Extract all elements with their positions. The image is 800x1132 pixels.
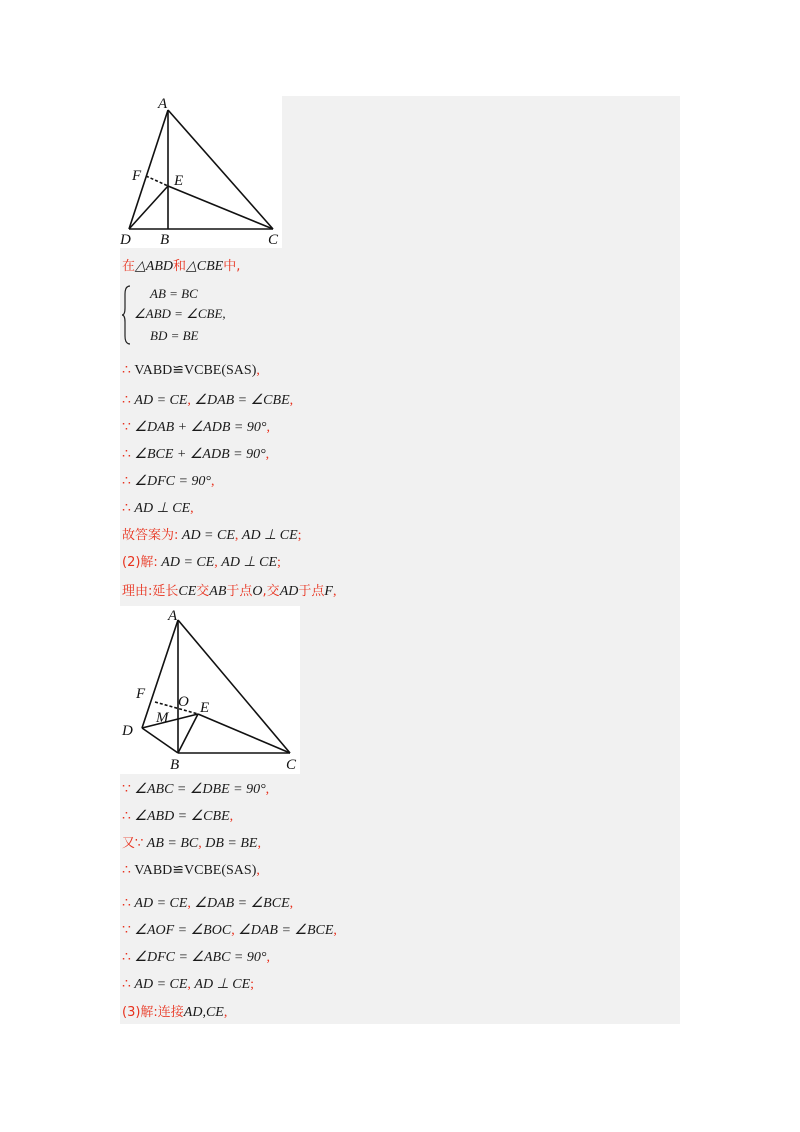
- segment-DB: [142, 728, 178, 753]
- label-F: F: [132, 168, 142, 184]
- label-B: B: [160, 232, 170, 248]
- label-M: M: [156, 710, 169, 726]
- segment-AC: [178, 620, 290, 753]
- line-answer: 故答案为: AD = CE, AD ⊥ CE;: [122, 528, 302, 543]
- label-A: A: [168, 608, 178, 624]
- line-also: 又∵ AB = BC, DB = BE,: [122, 836, 261, 851]
- line-abd-cbe: ∴ ∠ABD = ∠CBE,: [122, 809, 234, 824]
- line-dfc-90: ∴ ∠DFC = 90°,: [122, 474, 215, 489]
- equation-system: [122, 284, 242, 346]
- segment-BE: [178, 714, 198, 753]
- label-D: D: [122, 723, 133, 739]
- label-C: C: [268, 232, 279, 248]
- geometry-figure-1: [120, 96, 282, 248]
- label-B: B: [170, 757, 180, 773]
- line-vertical-angles: ∵ ∠AOF = ∠BOC, ∠DAB = ∠BCE,: [122, 923, 337, 938]
- system-row-1: AB = BC: [150, 286, 198, 301]
- line-part-2: (2)解: AD = CE, AD ⊥ CE;: [122, 555, 281, 570]
- line-angle-sum-1: ∵ ∠DAB + ∠ADB = 90°,: [122, 420, 270, 435]
- label-D: D: [120, 232, 131, 248]
- line-ad-ce-1: ∴ AD = CE, ∠DAB = ∠CBE,: [122, 393, 294, 408]
- geometry-figure-2: [120, 606, 300, 774]
- system-row-3: BD = BE: [150, 328, 199, 343]
- line-dfc-abc: ∴ ∠DFC = ∠ABC = 90°,: [122, 950, 270, 965]
- line-angle-sum-2: ∴ ∠BCE + ∠ADB = 90°,: [122, 447, 270, 462]
- label-A: A: [158, 96, 168, 112]
- line-ad-ce-2: ∴ AD = CE, ∠DAB = ∠BCE,: [122, 896, 294, 911]
- segment-DE: [129, 186, 168, 229]
- system-row-2: ∠ABD = ∠CBE,: [134, 306, 226, 321]
- segment-DE: [142, 714, 198, 728]
- segment-AC: [168, 110, 273, 229]
- label-C: C: [286, 757, 297, 773]
- line-part-3: (3)解:连接AD,CE,: [122, 1005, 228, 1020]
- line-reason: 理由:延长CE交AB于点O,交AD于点F,: [122, 584, 337, 599]
- label-E: E: [174, 173, 184, 189]
- line-conclusion-2: ∴ AD = CE, AD ⊥ CE;: [122, 977, 255, 992]
- label-O: O: [178, 694, 189, 710]
- line-in-triangles: 在△ABD和△CBE中,: [122, 259, 241, 274]
- left-brace-icon: [122, 284, 132, 346]
- line-angles-90: ∵ ∠ABC = ∠DBE = 90°,: [122, 782, 270, 797]
- segment-EC: [168, 186, 273, 229]
- label-F: F: [136, 686, 146, 702]
- segment-EC: [198, 714, 290, 753]
- label-E: E: [200, 700, 210, 716]
- line-congruent-1: ∴ VABD≌VCBE(SAS),: [122, 363, 260, 378]
- line-congruent-2: ∴ VABD≌VCBE(SAS),: [122, 863, 260, 878]
- line-perpendicular-1: ∴ AD ⊥ CE,: [122, 501, 194, 516]
- segment-FE-dashed: [146, 176, 168, 186]
